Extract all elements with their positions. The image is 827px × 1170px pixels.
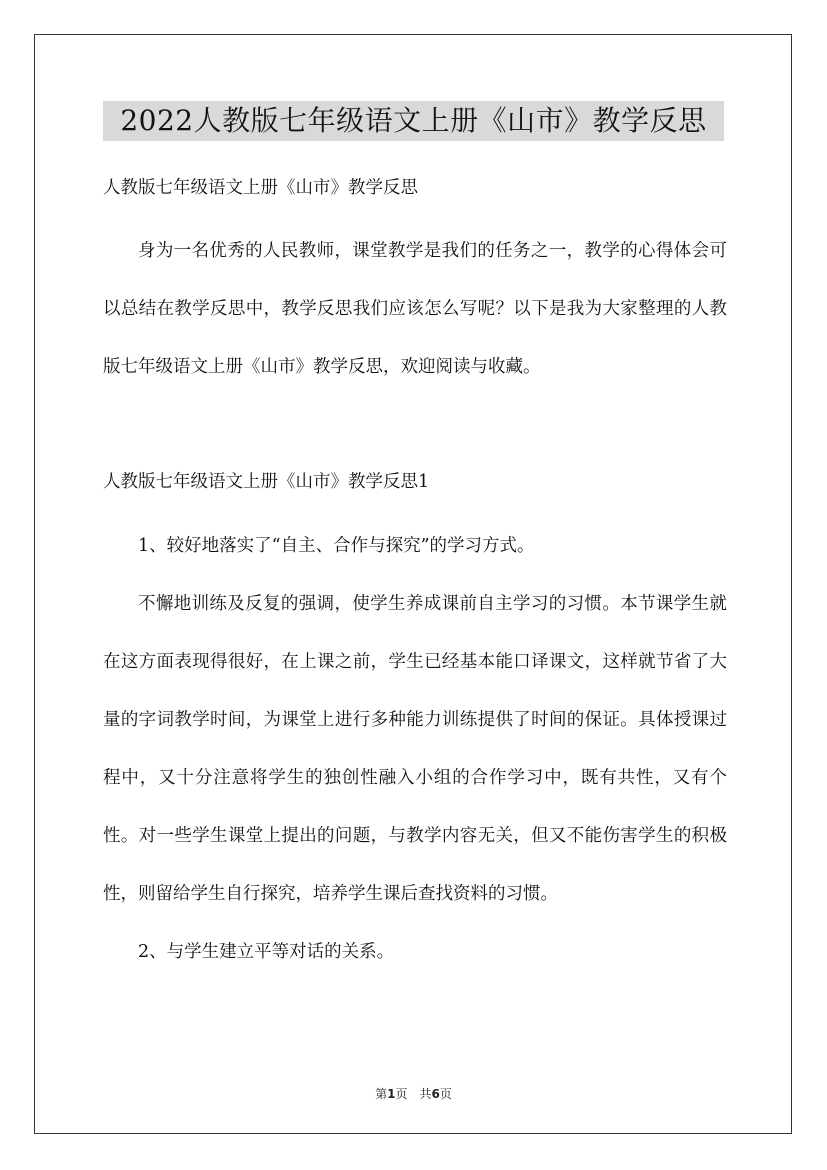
section-heading: 人教版七年级语文上册《山市》教学反思1: [103, 472, 430, 492]
intro-paragraph: 身为一名优秀的人民教师，课堂教学是我们的任务之一，教学的心得体会可以总结在教学反思中，教学反思我们应该怎么写呢？以下是我为大家整理的人教版七年级语文上册《山市》教学反思，欢迎阅读与收藏。: [103, 241, 727, 377]
point-1-paragraph: 1、较好地落实了“自主、合作与探究”的学习方式。: [138, 536, 535, 556]
footer-prefix: 第: [375, 1087, 388, 1101]
footer-page-total: 6: [431, 1087, 440, 1101]
footer-mid: 页 共: [395, 1087, 432, 1101]
document-body: [103, 174, 727, 981]
footer-suffix: 页: [439, 1087, 452, 1101]
document-title: 2022人教版七年级语文上册《山市》教学反思: [103, 101, 724, 141]
page-footer: [0, 1085, 827, 1102]
body-1-paragraph: 不懈地训练及反复的强调，使学生养成课前自主学习的习惯。本节课学生就在这方面表现得很好，在上课之前，学生已经基本能口译课文，这样就节省了大量的字词教学时间，为课堂上进行多种能力训练提供了时间的保证。具体授课过程中，又十分注意将学生的独创性融入小组的合作学习中，既有共性，又有个性。对一些学生课堂上提出的问题，与教学内容无关，但又不能伤害学生的积极性，则留给学生自行探究，培养学生课后查找资料的习惯。: [103, 594, 727, 904]
point-2-paragraph: 2、与学生建立平等对话的关系。: [138, 942, 395, 962]
document-subtitle: 人教版七年级语文上册《山市》教学反思: [103, 178, 418, 198]
footer-page-number: 1: [387, 1087, 396, 1101]
